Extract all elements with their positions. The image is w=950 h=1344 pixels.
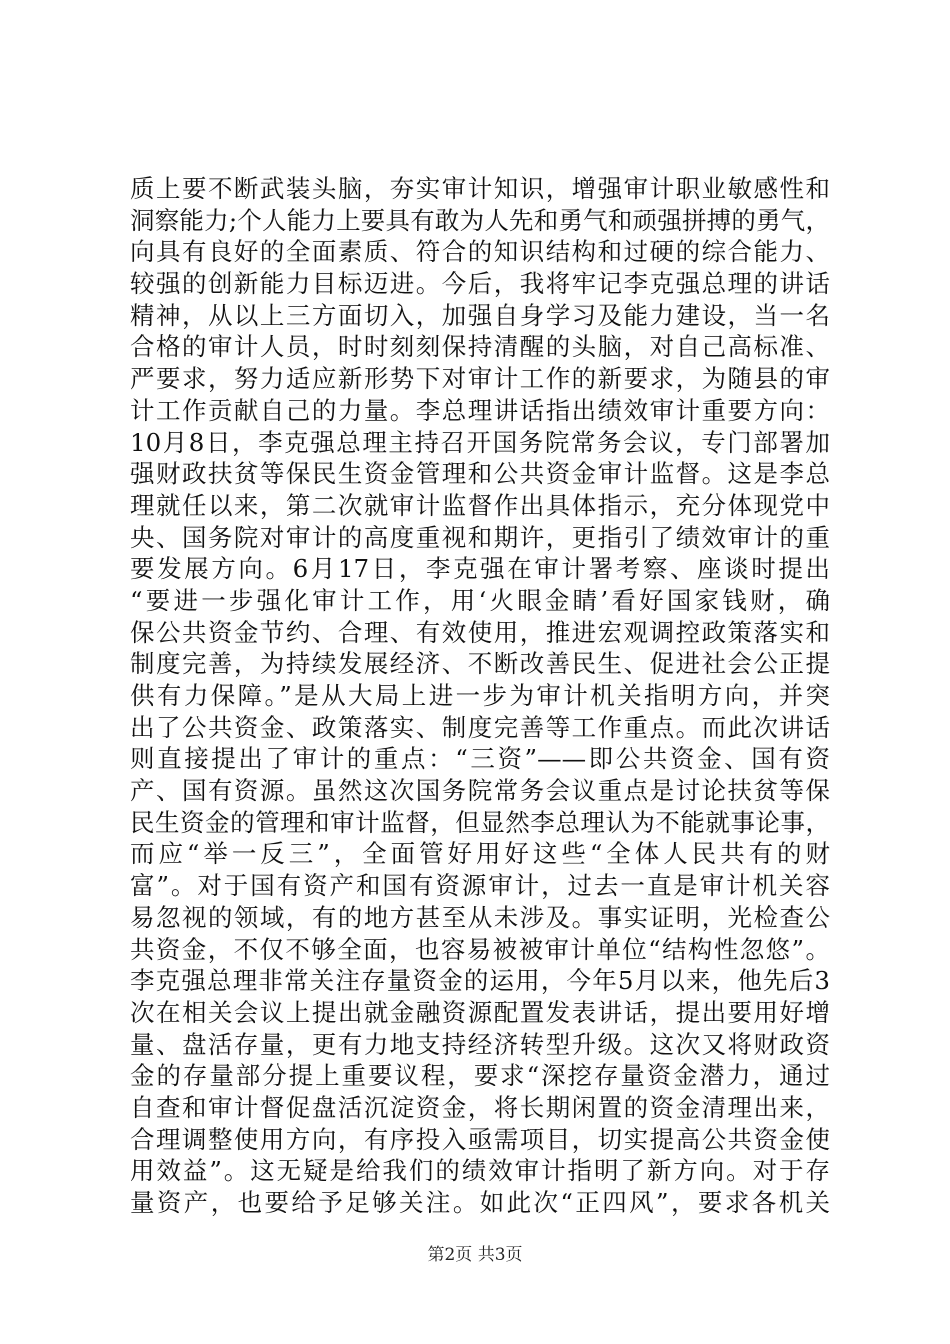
text-line: 出了公共资金、政策落实、制度完善等工作重点。而此次讲话 <box>130 712 830 742</box>
text-line: 金的存量部分提上重要议程，要求“深挖存量资金潜力，通过 <box>130 1061 830 1091</box>
text-line: 较强的创新能力目标迈进。今后，我将牢记李克强总理的讲话 <box>130 269 830 299</box>
text-line: 用效益”。这无疑是给我们的绩效审计指明了新方向。对于存 <box>130 1156 830 1186</box>
text-line: 制度完善，为持续发展经济、不断改善民生、促进社会公正提 <box>130 649 830 679</box>
text-line: 共资金，不仅不够全面，也容易被被审计单位“结构性忽悠”。 <box>130 934 830 964</box>
text-line: 精神，从以上三方面切入，加强自身学习及能力建设，当一名 <box>130 300 830 330</box>
text-line: 严要求，努力适应新形势下对审计工作的新要求，为随县的审 <box>130 364 830 394</box>
text-line: 次在相关会议上提出就金融资源配置发表讲话，提出要用好增 <box>130 997 830 1027</box>
text-line: 而应“举一反三”，全面管好用好这些“全体人民共有的财 <box>130 839 830 869</box>
text-line: 自查和审计督促盘活沉淀资金，将长期闲置的资金清理出来， <box>130 1092 830 1122</box>
text-line: 量、盘活存量，更有力地支持经济转型升级。这次又将财政资 <box>130 1029 830 1059</box>
text-line: “要进一步强化审计工作，用‘火眼金睛’看好国家钱财，确 <box>130 585 830 615</box>
text-line: 民生资金的管理和审计监督，但显然李总理认为不能就事论事， <box>130 807 830 837</box>
text-line: 保公共资金节约、合理、有效使用，推进宏观调控政策落实和 <box>130 617 830 647</box>
text-line: 李克强总理非常关注存量资金的运用，今年5月以来，他先后3 <box>130 966 830 996</box>
text-line: 10月8日，李克强总理主持召开国务院常务会议，专门部署加 <box>130 427 830 457</box>
text-line: 产、国有资源。虽然这次国务院常务会议重点是讨论扶贫等保 <box>130 776 830 806</box>
text-line: 易忽视的领域，有的地方甚至从未涉及。事实证明，光检查公 <box>130 902 830 932</box>
text-line: 要发展方向。6月17日，李克强在审计署考察、座谈时提出 <box>130 554 830 584</box>
text-line: 量资产，也要给予足够关注。如此次“正四风”，要求各机关 <box>130 1188 830 1217</box>
text-line: 理就任以来，第二次就审计监督作出具体指示，充分体现党中 <box>130 490 830 520</box>
text-line: 向具有良好的全面素质、符合的知识结构和过硬的综合能力、 <box>130 237 830 267</box>
text-line: 洞察能力;个人能力上要具有敢为人先和勇气和顽强拼搏的勇气， <box>130 205 830 235</box>
text-line: 计工作贡献自己的力量。李总理讲话指出绩效审计重要方向： <box>130 395 830 425</box>
text-line: 央、国务院对审计的高度重视和期许，更指引了绩效审计的重 <box>130 522 830 552</box>
text-line: 合格的审计人员，时时刻刻保持清醒的头脑，对自己高标准、 <box>130 332 830 362</box>
text-line: 强财政扶贫等保民生资金管理和公共资金审计监督。这是李总 <box>130 459 830 489</box>
text-line: 质上要不断武装头脑，夯实审计知识，增强审计职业敏感性和 <box>130 174 830 203</box>
body-text <box>130 173 830 1219</box>
text-line: 合理调整使用方向，有序投入亟需项目，切实提高公共资金使 <box>130 1124 830 1154</box>
text-line: 供有力保障。”是从大局上进一步为审计机关指明方向，并突 <box>130 681 830 710</box>
text-line: 富”。对于国有资产和国有资源审计，过去一直是审计机关容 <box>130 871 830 901</box>
text-line: 则直接提出了审计的重点：“三资”——即公共资金、国有资 <box>130 744 830 774</box>
page-footer: 第2页 共3页 <box>427 1245 523 1265</box>
